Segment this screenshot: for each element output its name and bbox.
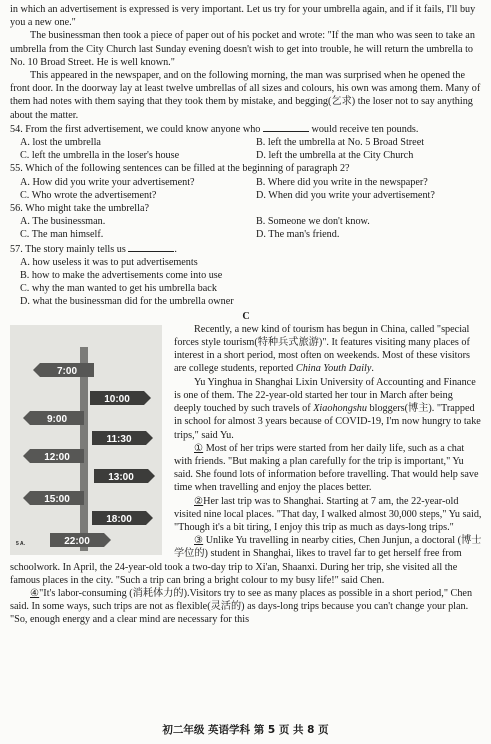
blank-1[interactable]: ① bbox=[194, 442, 204, 454]
option-d: D. left the umbrella at the City Church bbox=[256, 150, 414, 162]
option-c: C. Who wrote the advertisement? bbox=[20, 189, 157, 201]
passage-c-paragraph-4: Her last trip was to Shanghai. Starting at 7 am, the 22-year-old visited nine local places. "That day, I walked almost 30,000 steps," Yu said, "Though it's a bit tiring, I enjoy this trip as much as days-long trips." bbox=[174, 495, 482, 533]
option-b: B. left the umbrella at No. 5 Broad Street bbox=[256, 137, 425, 149]
schedule-time: 12:00 bbox=[44, 451, 70, 463]
passage-c-paragraph-1: Recently, a new kind of tourism has begun in China, called "special forces style tourism(特种兵式旅游)". It features visiting many places of interest in a short period, most often on weekends. Most of these visitors are college students, reported bbox=[174, 323, 470, 375]
question-stem: 54. From the first advertisement, we could know anyone who bbox=[10, 123, 261, 135]
signpost-illustration bbox=[10, 325, 162, 555]
schedule-time: 11:30 bbox=[106, 433, 132, 445]
option-a: A. The businessman. bbox=[20, 216, 106, 228]
option-d: D. When did you write your advertisement? bbox=[256, 189, 435, 201]
option-b: B. Someone we don't know. bbox=[256, 216, 370, 228]
passage-b-paragraph-1: in which an advertisement is expressed is very important. Let us try for your umbrella again, and if it fails, I'll buy you a new one." bbox=[10, 4, 476, 29]
question-55 bbox=[10, 162, 482, 202]
schedule-time: 13:00 bbox=[108, 471, 134, 483]
option-b: B. Where did you write in the newspaper? bbox=[256, 176, 428, 188]
option-a: A. lost the umbrella bbox=[20, 137, 101, 149]
blank-3[interactable]: ③ bbox=[194, 535, 204, 547]
option-c: C. why the man wanted to get his umbrella back bbox=[20, 283, 217, 295]
section-c-heading: C bbox=[242, 310, 250, 322]
option-d: D. The man's friend. bbox=[256, 229, 340, 241]
schedule-signpost-image bbox=[10, 325, 162, 555]
option-b: B. how to make the advertisements come into use bbox=[20, 270, 223, 282]
passage-c-paragraph-3: Most of her trips were started from her daily life, such as a chat with friends. "But making a plan carefully for the trip is important," Yu said. She found lots of information before travelling. That would help save time when travelling and enjoy the places better. bbox=[174, 442, 479, 494]
option-d: D. what the businessman did for the umbrella owner bbox=[20, 296, 234, 308]
app-name: Xiaohongshu bbox=[313, 403, 367, 415]
schedule-time: 18:00 bbox=[106, 513, 132, 525]
question-stem: 55. Which of the following sentences can be filled at the beginning of paragraph 2? bbox=[10, 163, 350, 175]
schedule-time: 7:00 bbox=[56, 365, 78, 377]
passage-c-paragraph-5: Unlike Yu travelling in nearby cities, Chen Junjun, a doctoral (博士学位的) student in Shanghai, likes to travel far to get herself free from schoolwork. In April, the 24-year-old took a two-day trip to Xi'an, Shaanxi. During her trip, she visited all the famous places in the city. "Such a trip can bring a bright colour to my busy life!" said Chen. bbox=[10, 535, 482, 586]
option-a: A. how useless it was to put advertisements bbox=[20, 256, 198, 268]
answer-blank[interactable] bbox=[263, 122, 309, 132]
passage-b-paragraph-3: This appeared in the newspaper, and on the following morning, the man was surprised when he opened the front door. In the doorway lay at least twelve umbrellas of all sizes and colours, his own was among them. Many of them had notes with them saying that they took them by mistake, and begging(乞求) the loser not to say anything about the matter. bbox=[10, 70, 481, 121]
source-name: China Youth Daily bbox=[295, 363, 372, 375]
passage-c: 7:00 10:00 9:00 11:30 12:00 13:00 15:00 18:00 22:00 5 A. Recently, a new kind of tourism has begun in China, called "special forces style tourism(特种兵式旅游)". It features visiting many places of interest in a short period, most often on weekends. Most of these visitors are college students, reported China Youth Daily. Yu Yinghua in Shanghai Lixin University of Accounting and Finance is one of them. The 22-year-old started her tour in March after being deeply touched by such travels of Xiaohongshu bloggers(博主). "Trapped in school for almost 3 years because of COVID-19, I'm now hungry to take trips," said Yu. ① Most of her trips were started from her daily life, such as a chat with friends. "But making a plan carefully for the trip is important," Yu said. She found lots of information before travelling. That would help save time when travelling and enjoy the places better. ②Her last trip was to Shanghai. Starting at 7 am, the 22-year-old visited nine local places. "That day, I walked almost 30,000 steps," Yu said, "Though it's a bit tiring, I enjoy this trip as much as days-long trips." ③ Unlike Yu travelling in nearby cities, Chen Junjun, a doctoral (博士学位的) student in Shanghai, likes to travel far to get herself free from schoolwork. In April, the 24-year-old took a two-day trip to Xi'an, Shaanxi. During her trip, she visited all the famous places in the city. "Such a trip can bring a bright colour to my busy life!" said Chen. ④"It's labor-consuming (消耗体力的).Visitors try to see as many places as possible in a short period," Chen said. In some ways, such trips are not as flexible(灵活的) as days-long trips because you can't change your plan. "So, enough energy and a clear mind are necessary for this bbox=[10, 323, 482, 626]
question-stem: 56. Who might take the umbrella? bbox=[10, 203, 150, 215]
question-stem-end: would receive ten pounds. bbox=[311, 123, 419, 135]
exam-page bbox=[10, 3, 482, 627]
schedule-time: 22:00 bbox=[64, 535, 90, 547]
schedule-time: 9:00 bbox=[46, 413, 68, 425]
question-56 bbox=[10, 202, 482, 242]
question-54 bbox=[10, 122, 482, 163]
passage-c-paragraph-6: "It's labor-consuming (消耗体力的).Visitors try to see as many places as possible in a short period," Chen said. In some ways, such trips are not as flexible(灵活的) as days-long trips because you can't change your plan. "So, enough energy and a clear mind are necessary for this bbox=[10, 587, 473, 626]
blank-2[interactable]: ② bbox=[194, 495, 204, 507]
option-a: A. How did you write your advertisement? bbox=[20, 176, 195, 188]
schedule-time: 15:00 bbox=[44, 493, 70, 505]
passage-c-paragraph-2: Yu Yinghua in Shanghai Lixin University of Accounting and Finance is one of them. The 22-year-old started her tour in March after being deeply touched by such travels of bbox=[174, 376, 476, 415]
passage-b-paragraph-2: The businessman then took a piece of paper out of his pocket and wrote: "If the man who was seen to take an umbrella from the City Church last Sunday evening doesn't wish to get into trouble, he will return the umbrella to No. 10 Broad Street. He is well known." bbox=[10, 30, 475, 68]
schedule-time: 10:00 bbox=[104, 393, 130, 405]
page-footer: 初二年级 英语学科 第 5 页 共 8 页 bbox=[162, 724, 329, 736]
blank-4[interactable]: ④ bbox=[30, 587, 40, 599]
question-57 bbox=[10, 242, 482, 309]
option-c: C. The man himself. bbox=[20, 229, 104, 241]
question-stem-end: . bbox=[174, 243, 177, 255]
question-stem: 57. The story mainly tells us bbox=[10, 243, 126, 255]
option-c: C. left the umbrella in the loser's house bbox=[20, 150, 180, 162]
image-footer: 5 A. bbox=[16, 540, 25, 547]
answer-blank[interactable] bbox=[128, 242, 174, 252]
